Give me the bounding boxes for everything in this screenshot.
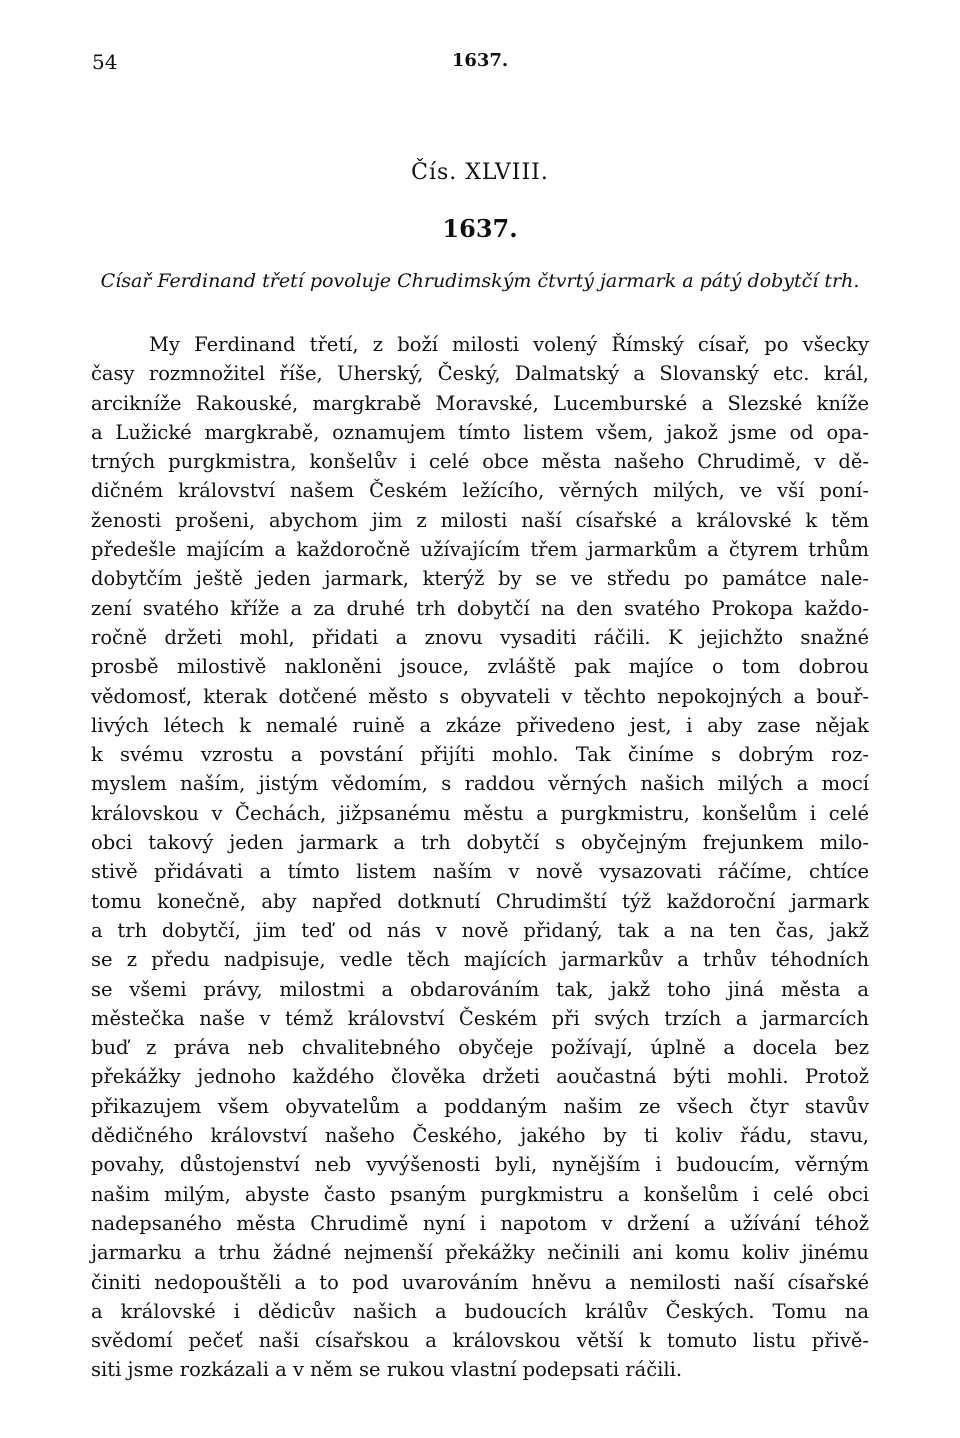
body-line: povahy, důstojenství neb vyvýšenosti byli, nynějším i budoucím, věrným [91,1153,869,1177]
body-line: přikazujem všem obyvatelům a poddaným našim ze všech čtyr stavův [91,1094,869,1118]
body-line: svědomí pečeť naši císařskou a královskou větší k tomuto listu přivě- [91,1329,869,1353]
page-number: 54 [92,50,118,74]
body-line: ročně držeti mohl, přidati a znovu vysaditi ráčili. K jejichžto snažné [91,625,869,649]
body-line: arcikníže Rakouské, margkrabě Moravské, Lucemburské a Slezské kníže [91,391,869,415]
document-number: Čís. XLVIII. [411,160,549,185]
running-title: 1637. [451,50,509,71]
body-line: se všemi právy, milostmi a obdarováním tak, jakž toho jiná města a [91,977,869,1001]
body-line: dičném království našem Českém ležícího, věrných milých, ve vší poní- [91,479,869,503]
body-line: časy rozmnožitel říše, Uherský, Český, Dalmatský a Slovanský etc. král, [91,362,869,386]
body-line: dědičného království našeho Českého, jakého by ti koliv řádu, stavu, [91,1124,869,1148]
body-line: vědomosť, kterak dotčené město s obyvateli v těchto nepokojných a bouř- [91,684,869,708]
body-line: buď z práva neb chvalitebného obyčeje požívají, úplně a docela bez [91,1036,869,1060]
body-line: My Ferdinand třetí, z boží milosti volený Římský císař, po všecky [149,333,869,356]
document-year: 1637. [442,214,518,243]
body-line: prosbě milostivě nakloněni jsouce, zvláště pak majíce o tom dobrou [91,655,869,679]
body-line: a královské i dědicův našich a budoucích králův Českých. Tomu na [91,1299,869,1323]
body-text [91,330,869,1385]
document-summary: Císař Ferdinand třetí povoluje Chrudimským čtvrtý jarmark a pátý dobytčí trh. [100,270,860,292]
body-line: ženosti prošeni, abychom jim z milosti naší císařské a královské k těm [91,508,869,532]
body-line: siti jsme rozkázali a v něm se rukou vlastní podepsati ráčili. [91,1358,683,1382]
body-line: k svému vzrostu a povstání přijíti mohlo. Tak činíme s dobrým roz- [91,743,869,767]
body-line: činiti nedopouštěli a to pod uvarováním hněvu a nemilosti naší císařské [91,1270,869,1294]
body-line: jarmarku a trhu žádné nejmenší překážky nečinili ani komu koliv jinému [91,1241,869,1265]
body-line: zení svatého kříže a za druhé trh dobytčí na den svatého Prokopa každo- [91,596,869,620]
body-line: nadepsaného města Chrudimě nyní i napotom v držení a užívání téhož [91,1211,869,1235]
body-line: a Lužické margkrabě, oznamujem tímto listem všem, jakož jsme od opa- [91,420,869,444]
body-line: překážky jednoho každého člověka držeti aoučastná býti mohli. Protož [91,1065,869,1089]
body-line: obci takový jeden jarmark a trh dobytčí s obyčejným frejunkem milo- [91,831,869,855]
body-line: trných purgkmistra, konšelův i celé obce města našeho Chrudimě, v dě- [91,450,869,474]
body-line: předešle majícím a každoročně užívajícím třem jarmarkům a čtyrem trhům [91,538,869,562]
body-line: livých létech k nemalé ruině a zkáze přivedeno jest, i aby zase nějak [91,713,869,737]
body-line: a trh dobytčí, jim teď od nás v nově přidaný, tak a na ten čas, jakž [91,918,869,942]
body-line: našim milým, abyste často psaným purgkmistru a konšelům i celé obci [91,1182,869,1206]
body-line: myslem naším, jistým vědomím, s raddou věrných našich milých a mocí [91,772,869,796]
body-line: městečka naše v témž království Českém při svých trzích a jarmarcích [91,1006,869,1030]
body-line: dobytčím ještě jeden jarmark, kterýž by se ve středu po památce nale- [91,567,869,591]
body-line: stivě přidávati a tímto listem naším v nově vysazovati ráčíme, chtíce [91,860,869,884]
body-line: tomu konečně, aby napřed dotknutí Chrudimští týž každoroční jarmark [91,889,869,913]
body-line: se z předu nadpisuje, vedle těch majících jarmarkův a trhův téhodních [91,948,869,972]
body-line: královskou v Čechách, jižpsanému městu a purgkmistru, konšelům i celé [91,801,869,825]
